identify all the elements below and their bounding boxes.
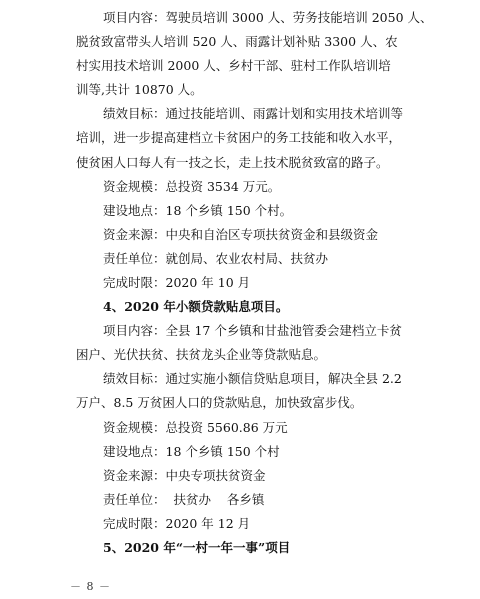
section3-deadline: 完成时限：2020 年 10 月 (103, 275, 251, 290)
section3-location: 建设地点：18 个乡镇 150 个村。 (103, 202, 293, 218)
section4-goal-line2: 万户、8.5 万贫困人口的贷款贴息，加快致富步伐。 (76, 395, 363, 411)
section4-deadline: 完成时限：2020 年 12 月 (103, 515, 251, 531)
section4-content-line2: 困户、光伏扶贫、扶贫龙头企业等贷款贴息。 (76, 347, 327, 363)
section3-goal-line1: 绩效目标：通过技能培训、雨露计划和实用技术培训等 (103, 106, 404, 122)
section3-source: 资金来源：中央和自治区专项扶贫资金和县级资金 (103, 226, 379, 242)
section3-content-line2: 脱贫致富带头人培训 520 人、雨露计划补贴 3300 人、农 (76, 34, 398, 50)
section4-source: 资金来源：中央专项扶贫资金 (103, 467, 266, 483)
section4-funds: 资金规模：总投资 5560.86 万元 (103, 419, 288, 435)
section4-heading: 4、2020 年小额贷款贴息项目。 (103, 299, 289, 315)
section4-responsible: 责任单位： 扶贫办 各乡镇 (103, 491, 265, 507)
section5-heading: 5、2020 年“一村一年一事”项目 (103, 540, 291, 555)
section3-goal-line3: 使贫困人口每人有一技之长，走上技术脱贫致富的路子。 (76, 154, 389, 170)
page-number: － 8 － (70, 580, 111, 593)
section4-location: 建设地点：18 个乡镇 150 个村 (103, 443, 280, 459)
section3-content-line3: 村实用技术培训 2000 人、乡村干部、驻村工作队培训培 (76, 58, 391, 74)
section3-content-line4: 训等,共计 10870 人。 (76, 82, 203, 98)
section3-goal-line2: 培训，进一步提高建档立卡贫困户的务工技能和收入水平， (76, 130, 402, 146)
section4-content-line1: 项目内容：全县 17 个乡镇和甘盐池管委会建档立卡贫 (103, 323, 402, 339)
section4-goal-line1: 绩效目标：通过实施小额信贷贴息项目，解决全县 2.2 (103, 371, 402, 387)
section3-responsible: 责任单位：就创局、农业农村局、扶贫办 (103, 250, 329, 266)
section3-content-line1: 项目内容：驾驶员培训 3000 人、劳务技能培训 2050 人、 (103, 10, 433, 25)
section3-funds: 资金规模：总投资 3534 万元。 (103, 178, 281, 194)
